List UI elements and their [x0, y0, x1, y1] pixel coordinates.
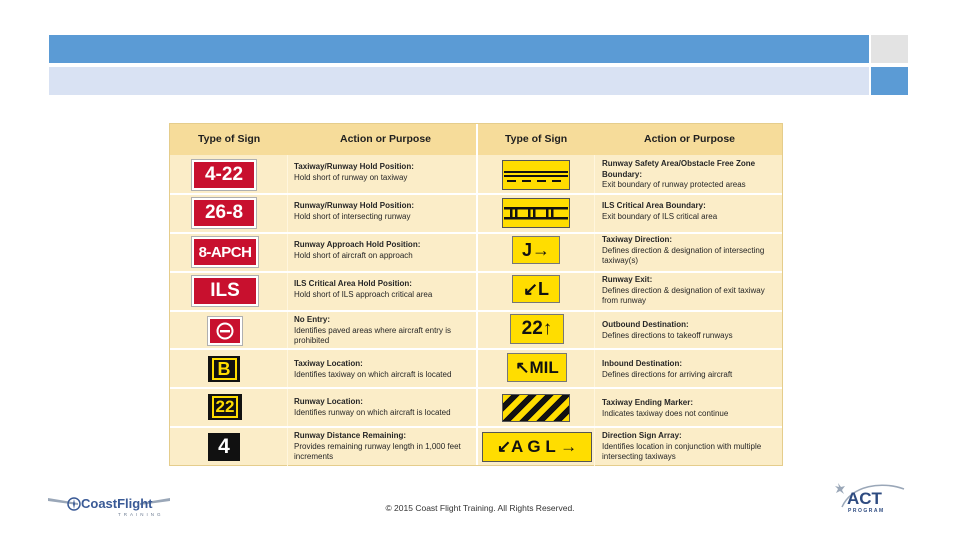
desc-right-2 [602, 201, 777, 222]
desc-body: Provides remaining runway length in 1,000 feet increments [294, 441, 461, 461]
desc-title: Runway Safety Area/Obstacle Free Zone Boundary: [602, 159, 756, 179]
desc-body: Identifies location in conjunction with multiple intersecting taxiways [602, 441, 762, 461]
header-bar-top [49, 35, 869, 63]
desc-body: Defines directions to takeoff runways [602, 330, 733, 340]
desc-body: Indicates taxiway does not continue [602, 408, 729, 418]
desc-body: Defines direction & designation of intersecting taxiway(s) [602, 245, 765, 265]
row-divider [170, 310, 782, 312]
header-bar-top-corner [871, 35, 908, 63]
sign-22-location [208, 394, 242, 420]
direction-sign-array [482, 432, 592, 462]
desc-title: Runway Distance Remaining: [294, 431, 407, 440]
row-divider [170, 426, 782, 428]
desc-title: Taxiway/Runway Hold Position: [294, 162, 414, 171]
desc-title: Taxiway Direction: [602, 235, 673, 244]
sign-taxiway-direction: J→ [512, 236, 560, 264]
desc-right-8 [602, 431, 777, 463]
row-divider [170, 232, 782, 234]
header-left-action: Action or Purpose [340, 133, 432, 145]
desc-title: Taxiway Location: [294, 359, 363, 368]
header-right-action: Action or Purpose [644, 133, 736, 145]
desc-body: Exit boundary of ILS critical area [602, 211, 718, 221]
desc-title: Taxiway Ending Marker: [602, 398, 693, 407]
sign-distance-4: 4 [208, 433, 240, 461]
desc-left-4 [294, 279, 469, 300]
desc-right-5 [602, 320, 777, 341]
desc-body: Identifies taxiway on which aircraft is located [294, 369, 452, 379]
desc-right-3 [602, 235, 777, 267]
desc-body: Hold short of ILS approach critical area [294, 289, 433, 299]
desc-left-6 [294, 359, 469, 380]
desc-left-3 [294, 240, 469, 261]
airport-signs-table [169, 123, 783, 466]
header-right-type: Type of Sign [505, 133, 568, 145]
header-bar-bottom-corner [871, 67, 908, 95]
sign-b [208, 356, 240, 382]
desc-title: Runway/Runway Hold Position: [294, 201, 415, 210]
desc-left-5 [294, 315, 469, 347]
sign-8-apch: 8-APCH [192, 237, 258, 267]
desc-title: Runway Approach Hold Position: [294, 240, 421, 249]
logo-right-subtext: PROGRAM [848, 508, 885, 514]
no-entry-icon [208, 317, 242, 345]
desc-title: Runway Location: [294, 397, 363, 406]
ils-critical-boundary-sign [502, 198, 570, 228]
desc-right-7 [602, 398, 777, 419]
row-divider [170, 348, 782, 350]
desc-title: No Entry: [294, 315, 330, 324]
copyright-footer: © 2015 Coast Flight Training. All Rights Reserved. [385, 503, 575, 513]
desc-left-1 [294, 162, 469, 183]
logo-left-subtext: TRAINING [118, 512, 164, 517]
taxiway-ending-marker-sign [502, 394, 570, 422]
desc-title: Outbound Destination: [602, 320, 689, 329]
sign-inbound-mil: ↖MIL [507, 353, 567, 382]
sign-ils: ILS [192, 276, 258, 306]
desc-body: Hold short of intersecting runway [294, 211, 411, 221]
safety-area-boundary-sign [502, 160, 570, 190]
row-divider [170, 271, 782, 273]
desc-body: Identifies runway on which aircraft is located [294, 407, 451, 417]
desc-left-2 [294, 201, 469, 222]
desc-body: Hold short of aircraft on approach [294, 250, 413, 260]
desc-left-7 [294, 397, 469, 418]
row-divider [170, 193, 782, 195]
desc-title: Direction Sign Array: [602, 431, 682, 440]
column-separator [476, 124, 478, 465]
row-divider [170, 387, 782, 389]
sign-runway-exit: ↙L [512, 275, 560, 303]
header-bar-bottom [49, 67, 869, 95]
header-left-type: Type of Sign [198, 133, 261, 145]
desc-right-4 [602, 275, 777, 307]
desc-body: Identifies paved areas where aircraft entry is prohibited [294, 325, 451, 345]
desc-left-8 [294, 431, 469, 463]
desc-body: Exit boundary of runway protected areas [602, 180, 746, 189]
logo-left-text: CoastFlight [81, 496, 153, 511]
act-program-logo [832, 477, 912, 519]
direction-array-text: ↙A G L → [496, 437, 578, 456]
sign-b-label: B [212, 358, 237, 380]
desc-body: Defines directions for arriving aircraft [602, 369, 733, 379]
desc-body: Hold short of runway on taxiway [294, 172, 408, 182]
desc-title: ILS Critical Area Hold Position: [294, 279, 412, 288]
desc-right-6 [602, 359, 777, 380]
desc-body: Defines direction & designation of exit taxiway from runway [602, 285, 765, 305]
sign-26-8: 26-8 [192, 198, 256, 228]
sign-outbound-22: 22↑ [510, 314, 564, 344]
logo-right-text: ACT [847, 489, 882, 508]
sign-4-22: 4-22 [192, 160, 256, 190]
desc-title: ILS Critical Area Boundary: [602, 201, 706, 210]
desc-right-1 [602, 159, 777, 191]
desc-title: Inbound Destination: [602, 359, 682, 368]
sign-22-label: 22 [212, 396, 239, 418]
desc-title: Runway Exit: [602, 275, 653, 284]
